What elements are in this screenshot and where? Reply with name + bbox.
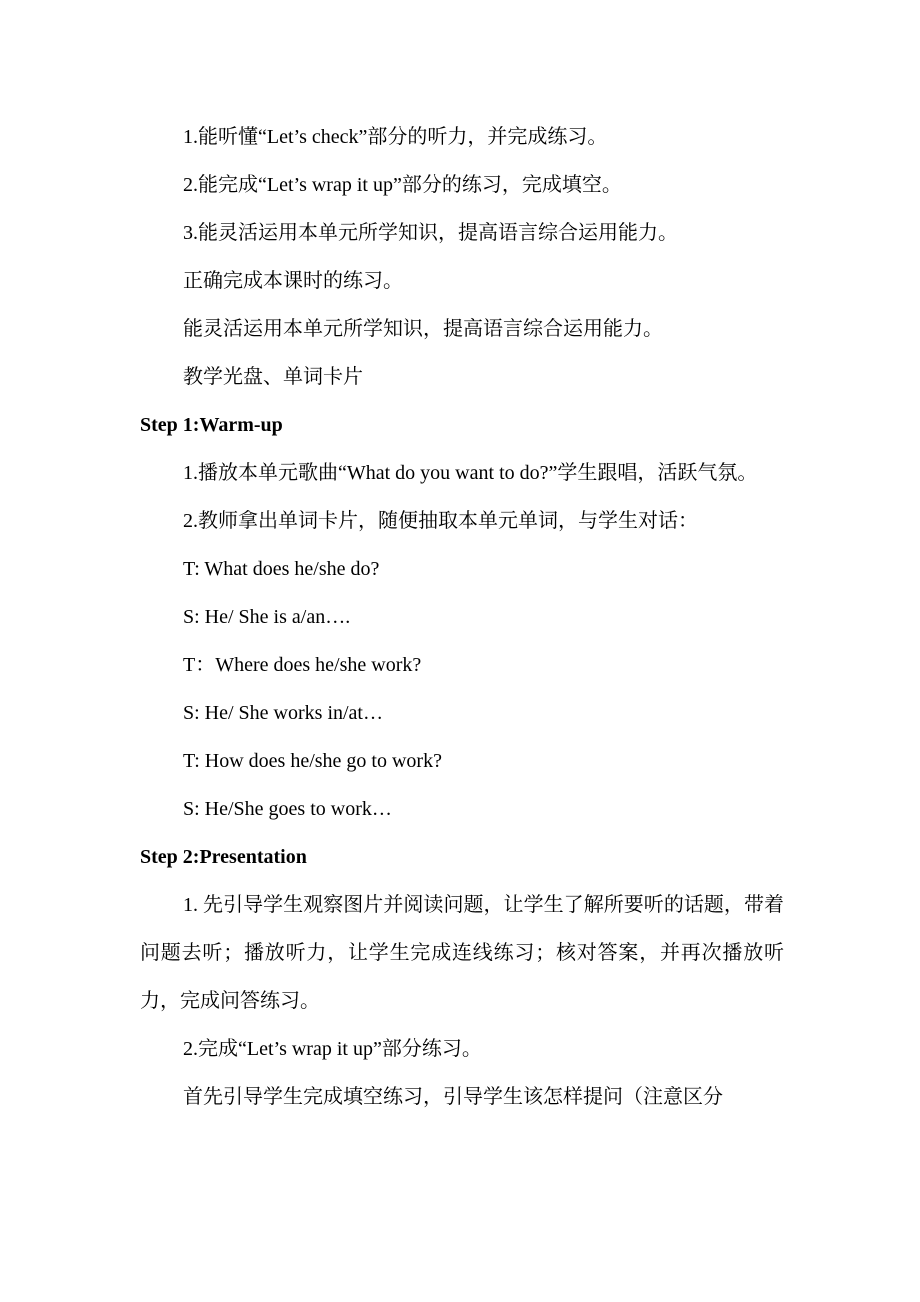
- paragraph: T: What does he/she do?: [183, 558, 380, 580]
- paragraph: 2.能完成“Let’s wrap it up”部分的练习，完成填空。: [183, 174, 622, 196]
- paragraph: 1.播放本单元歌曲“What do you want to do?”学生跟唱，活跃气氛。: [183, 462, 758, 484]
- paragraph: 3.能灵活运用本单元所学知识，提高语言综合运用能力。: [183, 222, 678, 244]
- document-body: [140, 113, 784, 1121]
- paragraph: 2.完成“Let’s wrap it up”部分练习。: [183, 1038, 482, 1060]
- paragraph: 正确完成本课时的练习。: [183, 270, 403, 292]
- paragraph: 1.能听懂“Let’s check”部分的听力，并完成练习。: [183, 126, 608, 148]
- paragraph: 教学光盘、单词卡片: [183, 366, 363, 388]
- paragraph: S: He/She goes to work…: [183, 798, 392, 820]
- paragraph: S: He/ She is a/an….: [183, 606, 351, 628]
- paragraph: 2.教师拿出单词卡片，随便抽取本单元单词，与学生对话：: [183, 510, 698, 532]
- paragraph: 能灵活运用本单元所学知识，提高语言综合运用能力。: [183, 318, 663, 340]
- section-heading: Step 2:Presentation: [140, 846, 307, 868]
- paragraph: S: He/ She works in/at…: [183, 702, 383, 724]
- paragraph: 1. 先引导学生观察图片并阅读问题，让学生了解所要听的话题，带着问题去听；播放听力，让学生完成连线练习；核对答案，并再次播放听力，完成问答练习。: [140, 894, 784, 1012]
- paragraph: 首先引导学生完成填空练习，引导学生该怎样提问（注意区分: [183, 1086, 723, 1108]
- paragraph: T：Where does he/she work?: [183, 654, 422, 676]
- section-heading: Step 1:Warm-up: [140, 414, 283, 436]
- paragraph: T: How does he/she go to work?: [183, 750, 442, 772]
